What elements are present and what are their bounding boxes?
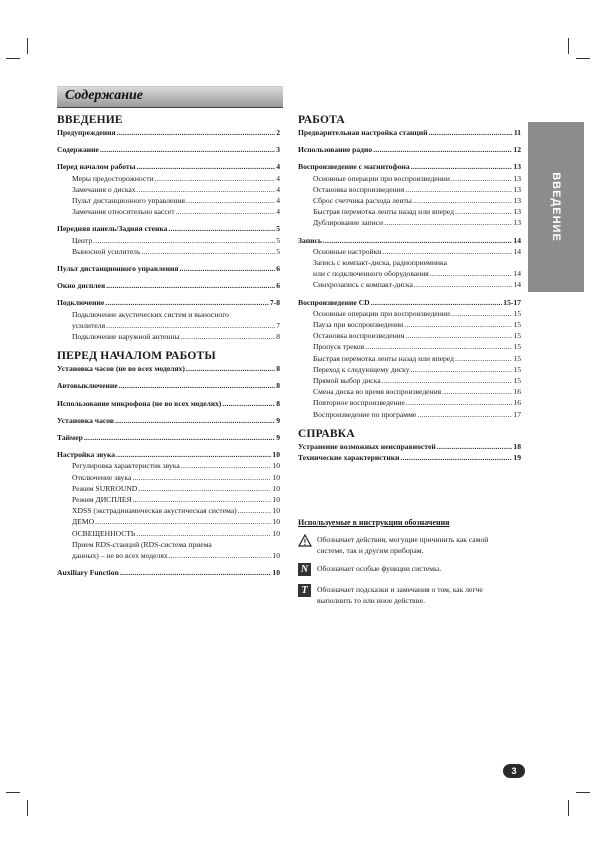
toc-entry-text: Запись с компакт-диска, радиоприемника — [313, 258, 447, 268]
toc-entry-page: 15 — [513, 320, 521, 330]
crop-mark — [568, 800, 569, 816]
title-underline — [57, 107, 283, 108]
toc-entry-label: Замечания относительно кассет — [72, 207, 175, 217]
toc-entry-label: Пропуск треков — [313, 342, 365, 352]
tip-t-icon — [298, 584, 312, 598]
dot-leader — [95, 516, 271, 527]
toc-entry-page: 6 — [276, 281, 280, 291]
toc-entry-label: ОСВЕЩЕННОСТЬ — [72, 528, 136, 538]
crop-mark — [27, 38, 28, 54]
dot-leader — [442, 386, 512, 397]
toc-entry[interactable] — [57, 280, 280, 291]
toc-entry-label: Воспроизведение по программе — [313, 409, 417, 419]
toc-entry-label: Пауза при воспроизведении — [313, 320, 404, 330]
toc-entry[interactable] — [57, 550, 280, 561]
page-title-bar — [57, 86, 283, 108]
section-heading: СПРАВКА — [298, 427, 355, 440]
toc-entry[interactable] — [57, 398, 280, 409]
dot-leader — [371, 297, 503, 308]
toc-entry[interactable] — [57, 297, 280, 308]
toc-entry[interactable] — [298, 353, 521, 364]
toc-entry[interactable] — [57, 516, 280, 527]
toc-entry-label: Прямой выбор диска — [313, 376, 381, 386]
toc-entry-label: Смена диска во время воспроизведения — [313, 387, 442, 397]
toc-entry[interactable] — [57, 460, 280, 471]
toc-entry-page: 10 — [272, 461, 280, 471]
dot-leader — [455, 206, 512, 217]
toc-entry-page: 2 — [276, 128, 280, 137]
section-spacer — [298, 420, 521, 428]
toc-entry-page: 6 — [276, 264, 280, 274]
dot-leader — [155, 173, 276, 184]
dot-leader — [100, 144, 275, 155]
toc-entry-page: 17 — [513, 409, 521, 419]
toc-entry-page: 15 — [513, 353, 521, 363]
toc-entry[interactable] — [57, 320, 280, 331]
crop-mark — [6, 58, 20, 59]
toc-entry-label: Основные настройки — [313, 246, 382, 256]
toc-entry-label: Установка часов (не во всех моделях) — [57, 364, 185, 374]
dot-leader — [384, 217, 512, 228]
toc-entry-page: 5 — [276, 246, 280, 256]
toc-entry[interactable] — [57, 184, 280, 195]
dot-leader — [138, 483, 271, 494]
dot-leader — [406, 397, 513, 408]
toc-entry-page: 8 — [276, 364, 280, 374]
toc-entry-label: Повторное воспроизведение — [313, 398, 405, 408]
toc-entry-label: Сброс счетчика расхода ленты — [313, 196, 412, 206]
notation-legend — [298, 518, 528, 613]
toc-entry-page: 13 — [513, 173, 521, 183]
side-tab-label: ВВЕДЕНИЕ — [550, 172, 562, 242]
toc-entry-label: Настройка звука — [57, 450, 115, 460]
toc-entry[interactable] — [298, 330, 521, 341]
dot-leader — [429, 127, 513, 138]
toc-entry-label: Дублирование записи — [313, 218, 384, 228]
toc-entry[interactable] — [57, 235, 280, 246]
toc-entry-page: 5 — [276, 224, 280, 234]
toc-entry-page: 13 — [513, 207, 521, 217]
toc-entry-page: 7-8 — [269, 298, 280, 308]
toc-entry-label: Подключение наружной антенны — [72, 332, 180, 342]
dot-leader — [186, 363, 275, 374]
section-spacer — [57, 342, 280, 350]
dot-leader — [186, 195, 275, 206]
dot-leader — [414, 279, 513, 290]
toc-entry-page: 8 — [276, 381, 280, 391]
notation-text-line: Обозначает действия, могущие причинить как самой — [317, 535, 489, 544]
dot-leader — [411, 161, 513, 172]
toc-entry[interactable] — [298, 341, 521, 352]
toc-entry-label: Отключение звука — [72, 472, 132, 482]
notation-text-line: Обозначает особые функции системы. — [317, 564, 442, 573]
dot-leader — [169, 550, 272, 561]
dot-leader — [437, 441, 513, 452]
toc-entry-page: 15 — [513, 331, 521, 341]
toc-entry[interactable] — [57, 246, 280, 257]
toc-entry-page: 13 — [513, 218, 521, 228]
crop-mark — [6, 792, 20, 793]
toc-entry[interactable] — [57, 206, 280, 217]
crop-mark — [576, 58, 590, 59]
toc-entry-page: 4 — [276, 184, 280, 194]
section-heading: РАБОТА — [298, 114, 345, 126]
toc-entry[interactable] — [57, 505, 280, 516]
toc-entry[interactable] — [298, 144, 521, 155]
dot-leader — [181, 331, 276, 342]
dot-leader — [373, 144, 512, 155]
dot-leader — [106, 320, 275, 331]
toc-entry-label: Предупреждения — [57, 128, 116, 137]
toc-entry-page: 11 — [513, 128, 521, 137]
toc-entry-label: Технические характеристики — [298, 453, 400, 463]
toc-entry[interactable] — [298, 279, 521, 290]
toc-entry-label: Предварительная настройка станций — [298, 128, 428, 137]
dot-leader — [137, 161, 276, 172]
toc-entry-label: Пульт дистанционного управления — [57, 264, 179, 274]
toc-entry-label: Использование микрофона (не во всех моделях) — [57, 398, 222, 408]
dot-leader — [132, 472, 271, 483]
toc-entry-label: Подключение — [57, 298, 105, 308]
dot-leader — [451, 308, 513, 319]
dot-leader — [141, 246, 275, 257]
toc-entry[interactable] — [57, 432, 280, 443]
notation-text — [317, 534, 488, 556]
toc-entry-page: 15 — [513, 308, 521, 318]
toc-entry-label: Воспроизведение CD — [298, 297, 370, 307]
toc-entry[interactable] — [298, 195, 521, 206]
toc-entry-label: Автовыключение — [57, 381, 118, 391]
toc-entry-page: 14 — [513, 280, 521, 290]
dot-leader — [133, 494, 272, 505]
dot-leader — [365, 341, 512, 352]
toc-entry[interactable] — [298, 173, 521, 184]
section-heading: ВВЕДЕНИЕ — [57, 114, 123, 126]
toc-entry-page: 13 — [513, 196, 521, 206]
dot-leader — [405, 330, 512, 341]
toc-entry-label: Остановка воспроизведения — [313, 184, 405, 194]
toc-entry-page: 9 — [276, 433, 280, 443]
toc-entry[interactable] — [298, 375, 521, 386]
toc-entry-page: 14 — [513, 246, 521, 256]
toc-entry[interactable] — [57, 144, 280, 155]
toc-entry[interactable] — [298, 308, 521, 319]
toc-entry-page: 13 — [513, 162, 521, 172]
toc-entry-label: Синхрозапись с компакт-диска — [313, 280, 413, 290]
dot-leader — [382, 246, 512, 257]
toc-entry[interactable] — [57, 449, 280, 460]
notation-text-line: Обозначает подсказки и замечания о том, как легче — [317, 585, 483, 594]
toc-entry[interactable] — [298, 397, 521, 408]
dot-leader — [323, 235, 513, 246]
toc-entry-page: 7 — [276, 320, 280, 330]
section-heading: ПЕРЕД НАЧАЛОМ РАБОТЫ — [57, 350, 216, 363]
toc-entry-page: 10 — [272, 450, 280, 460]
toc-entry-label: Использование радио — [298, 145, 373, 155]
dot-leader — [117, 127, 276, 138]
toc-entry[interactable] — [298, 235, 521, 246]
notation-text-line: выполнить то или иное действие. — [317, 596, 425, 605]
toc-entry[interactable] — [298, 319, 521, 330]
note-n-icon — [298, 563, 312, 577]
dot-leader — [106, 280, 275, 291]
dot-leader — [455, 353, 512, 364]
dot-leader — [136, 528, 271, 539]
dot-leader — [382, 375, 513, 386]
toc-entry-page: 5 — [276, 235, 280, 245]
toc-entry[interactable] — [298, 386, 521, 397]
dot-leader — [116, 449, 271, 460]
toc-entry-page: 13 — [513, 184, 521, 194]
dot-leader — [105, 297, 269, 308]
toc-entry[interactable] — [57, 415, 280, 426]
toc-entry[interactable] — [57, 483, 280, 494]
dot-leader — [120, 567, 272, 578]
toc-entry-page: 14 — [513, 269, 521, 279]
toc-entry-page: 15 — [513, 376, 521, 386]
tip-t-icon-symbol: T — [298, 584, 311, 597]
crop-mark — [576, 792, 590, 793]
toc-entry[interactable] — [57, 263, 280, 274]
toc-entry-page: 10 — [272, 517, 280, 527]
toc-entry-page: 10 — [272, 551, 280, 561]
toc-entry-label: Пульт дистанционного управления — [72, 196, 186, 206]
dot-leader — [404, 319, 512, 330]
dot-leader — [119, 380, 276, 391]
toc-entry[interactable] — [298, 452, 521, 463]
toc-entry-label: ДЕМО — [72, 517, 95, 527]
toc-entry-label: Основные операции при воспроизведении — [313, 308, 450, 318]
dot-leader — [115, 415, 275, 426]
toc-entry-page: 12 — [513, 145, 521, 155]
toc-entry-label: Установка часов — [57, 415, 114, 425]
toc-entry[interactable] — [57, 127, 280, 138]
toc-entry-page: 4 — [276, 162, 280, 172]
toc-entry[interactable] — [298, 409, 521, 420]
toc-entry[interactable] — [298, 297, 521, 308]
dot-leader — [222, 398, 275, 409]
svg-text:!: ! — [303, 538, 307, 547]
toc-entry[interactable] — [298, 246, 521, 257]
toc-entry[interactable] — [57, 363, 280, 374]
toc-entry-page: 4 — [276, 196, 280, 206]
crop-mark — [27, 800, 28, 816]
toc-entry-page: 9 — [276, 415, 280, 425]
toc-entry-label: Окно дисплея — [57, 281, 106, 291]
toc-entry-label: усилителя — [72, 320, 106, 330]
toc-entry[interactable] — [57, 528, 280, 539]
toc-entry-label: данных) – не во всех моделях — [72, 551, 168, 561]
toc-entry-label: Передняя панель/Задняя стенка — [57, 224, 168, 234]
toc-entry[interactable] — [57, 472, 280, 483]
toc-entry-page: 8 — [276, 332, 280, 342]
dot-leader — [238, 505, 272, 516]
toc-entry-label: XDSS (экстрадинамическая акустическая система) — [72, 506, 237, 516]
section-side-tab — [528, 122, 584, 292]
notation-text — [317, 584, 483, 606]
toc-entry-text: Прием RDS-станций (RDS-система приема — [72, 539, 212, 549]
toc-entry[interactable] — [57, 173, 280, 184]
toc-entry-page: 10 — [272, 528, 280, 538]
notation-title: Используемые в инструкции обозначения — [298, 518, 450, 527]
toc-entry-label: Выносной усилитель — [72, 246, 141, 256]
toc-entry-label: Остановка воспроизведения — [313, 331, 405, 341]
toc-entry[interactable] — [298, 127, 521, 138]
toc-entry-label: Содержание — [57, 145, 99, 155]
dot-leader — [181, 460, 272, 471]
toc-entry-page: 15-17 — [503, 297, 521, 307]
toc-entry-label: Меры предосторожности — [72, 173, 154, 183]
toc-entry-page: 14 — [513, 235, 521, 245]
warning-icon — [298, 534, 312, 548]
toc-left-column — [57, 114, 280, 579]
toc-entry[interactable] — [57, 380, 280, 391]
toc-entry-page: 15 — [513, 342, 521, 352]
toc-entry[interactable] — [57, 331, 280, 342]
toc-entry-page: 10 — [272, 495, 280, 505]
dot-leader — [430, 268, 513, 279]
toc-entry-label: Центр — [72, 235, 93, 245]
toc-entry[interactable] — [57, 567, 280, 578]
toc-entry-label: Быстрая перемотка ленты назад или вперед — [313, 207, 454, 217]
toc-entry[interactable] — [298, 268, 521, 279]
toc-entry-label: Основные операции при воспроизведении — [313, 173, 450, 183]
notation-text-line: системе, так и другим приборам. — [317, 546, 424, 555]
page-number: 3 — [503, 764, 525, 778]
toc-entry-page: 10 — [272, 568, 280, 578]
notation-text — [317, 563, 441, 574]
dot-leader — [84, 432, 275, 443]
toc-entry[interactable] — [298, 364, 521, 375]
toc-entry-page: 15 — [513, 364, 521, 374]
crop-mark — [568, 38, 569, 54]
toc-entry-page: 10 — [272, 472, 280, 482]
dot-leader — [405, 184, 512, 195]
toc-entry[interactable] — [298, 217, 521, 228]
toc-entry-label: Замечания о дисках — [72, 184, 136, 194]
toc-entry-page: 16 — [513, 387, 521, 397]
notation-item — [298, 563, 528, 577]
toc-entry-text: Подключение акустических систем и выносного — [72, 309, 229, 319]
toc-entry-page: 8 — [276, 398, 280, 408]
toc-entry[interactable] — [57, 223, 280, 234]
dot-leader — [411, 364, 513, 375]
toc-entry-label: Быстрая перемотка ленты назад или вперед — [313, 353, 454, 363]
toc-entry-label: Таймер — [57, 433, 83, 443]
dot-leader — [179, 263, 275, 274]
dot-leader — [451, 173, 513, 184]
toc-entry-label: Режим SURROUND — [72, 483, 138, 493]
toc-entry-page: 10 — [272, 506, 280, 516]
dot-leader — [413, 195, 513, 206]
dot-leader — [401, 452, 513, 463]
note-n-icon-symbol: N — [298, 563, 311, 576]
toc-entry[interactable] — [57, 494, 280, 505]
toc-entry-page: 10 — [272, 483, 280, 493]
toc-entry[interactable] — [298, 161, 521, 172]
notation-item — [298, 534, 528, 556]
toc-right-column — [298, 114, 521, 463]
toc-entry[interactable] — [298, 206, 521, 217]
toc-entry-page: 3 — [276, 145, 280, 155]
toc-entry-page: 16 — [513, 398, 521, 408]
toc-entry-label: или с подключенного оборудования — [313, 269, 429, 279]
toc-entry-label: Auxiliary Function — [57, 568, 119, 578]
toc-entry[interactable] — [298, 441, 521, 452]
notation-item — [298, 584, 528, 606]
page-title: Содержание — [65, 88, 143, 103]
toc-entry-label: Перед началом работы — [57, 162, 136, 172]
dot-leader — [176, 206, 276, 217]
toc-entry-page: 18 — [513, 441, 521, 451]
toc-entry-page: 19 — [513, 453, 521, 463]
dot-leader — [417, 409, 512, 420]
toc-entry-page: 4 — [276, 207, 280, 217]
toc-entry[interactable] — [57, 195, 280, 206]
toc-entry-label: Переход к следующему диску — [313, 364, 410, 374]
dot-leader — [137, 184, 276, 195]
toc-entry[interactable] — [298, 184, 521, 195]
toc-entry-label: Регулировка характеристик звука — [72, 461, 180, 471]
dot-leader — [93, 235, 275, 246]
toc-entry-label: Воспроизведение с магнитофона — [298, 162, 410, 172]
toc-entry[interactable] — [57, 161, 280, 172]
dot-leader — [168, 223, 275, 234]
toc-entry-label: Устранение возможных неисправностей — [298, 441, 436, 451]
toc-entry-page: 4 — [276, 173, 280, 183]
toc-entry-label: Запись — [298, 235, 322, 245]
toc-entry-label: Режим ДИСПЛЕЯ — [72, 495, 132, 505]
